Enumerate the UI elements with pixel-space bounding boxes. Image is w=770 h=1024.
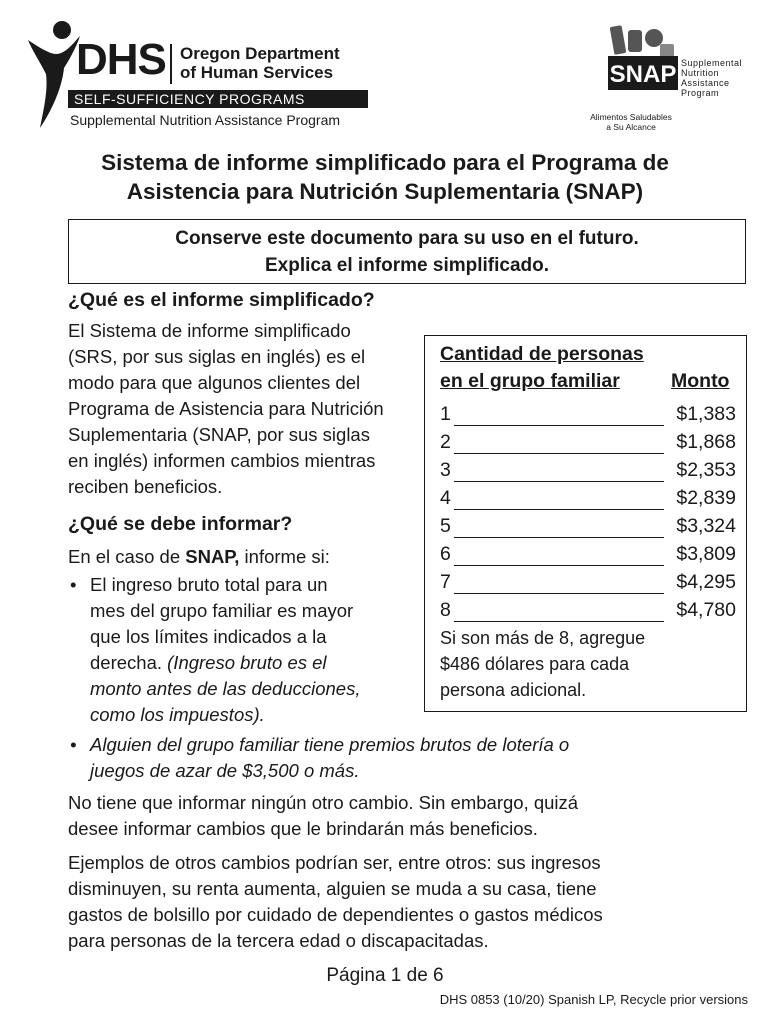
report-bullet-list-2 <box>68 732 708 784</box>
bullet-line: • Alguien del grupo familiar tiene premios brutos de lotería o <box>90 734 570 755</box>
limits-amount: $2,353 <box>676 459 736 481</box>
limits-persons: 1 <box>440 403 451 425</box>
limits-note-line: Si son más de 8, agregue <box>440 628 646 648</box>
limits-amount: $1,868 <box>676 431 736 453</box>
snap-tagline-line1: Alimentos Saludables <box>590 112 672 122</box>
section-what-paragraph <box>68 318 418 500</box>
limits-note <box>440 625 740 703</box>
limits-amount: $4,780 <box>676 599 736 621</box>
limits-header-persons-line2: en el grupo familiar <box>440 370 620 392</box>
section-heading-what: ¿Qué es el informe simplificado? <box>68 289 375 311</box>
dhs-logo-letters: DHS <box>76 35 166 84</box>
limits-persons: 3 <box>440 459 451 481</box>
dhs-program-name: Supplemental Nutrition Assistance Program <box>70 112 341 128</box>
paragraph-line: en inglés) informen cambios mientras <box>68 450 376 471</box>
limits-rule <box>454 481 664 482</box>
paragraph-line: No tiene que informar ningún otro cambio. Sin embargo, quizá <box>68 792 579 813</box>
notice-box <box>68 219 746 284</box>
limits-header-persons-line1: Cantidad de personas <box>440 343 644 365</box>
bullet-line-text: derecha. <box>90 652 168 673</box>
limits-row <box>440 487 740 514</box>
snap-side-line: Nutrition <box>681 68 720 78</box>
dhs-org-line1: Oregon Department <box>180 44 340 63</box>
bullet-italic-line: como los impuestos). <box>90 704 265 725</box>
snap-side-line: Program <box>681 88 720 98</box>
paragraph-line: Suplementaria (SNAP, por sus siglas <box>68 424 370 445</box>
snap-tagline-line2: a Su Alcance <box>606 122 656 132</box>
limits-rule <box>454 453 664 454</box>
limits-amount: $3,324 <box>676 515 736 537</box>
paragraph-line: Programa de Asistencia para Nutrición <box>68 398 384 419</box>
limits-rule <box>454 509 664 510</box>
paragraph-line: disminuyen, su renta aumenta, alguien se muda a su casa, tiene <box>68 878 597 899</box>
bullet-line <box>90 650 418 676</box>
limits-persons: 4 <box>440 487 451 509</box>
limits-row <box>440 403 740 430</box>
snap-side-text <box>681 58 742 98</box>
report-intro-prefix: En el caso de <box>68 546 186 567</box>
limits-rule <box>454 593 664 594</box>
limits-persons: 6 <box>440 543 451 565</box>
limits-amount: $3,809 <box>676 543 736 565</box>
document-title <box>0 148 770 206</box>
examples-paragraph <box>68 850 758 954</box>
limits-persons: 8 <box>440 599 451 621</box>
page-number: Página 1 de 6 <box>326 965 444 986</box>
limits-amount: $4,295 <box>676 571 736 593</box>
snap-tagline <box>588 112 674 132</box>
report-intro <box>68 544 330 570</box>
notice-line1: Conserve este documento para su uso en el futuro. <box>175 228 639 249</box>
section-heading-report: ¿Qué se debe informar? <box>68 513 293 535</box>
notice-line2: Explica el informe simplificado. <box>264 255 550 276</box>
limits-note-line: persona adicional. <box>440 680 587 700</box>
limits-persons: 2 <box>440 431 451 453</box>
limits-row <box>440 543 740 570</box>
limits-row <box>440 571 740 598</box>
limits-rule <box>454 565 664 566</box>
paragraph-line: modo para que algunos clientes del <box>68 372 361 393</box>
limits-persons: 5 <box>440 515 451 537</box>
snap-side-line: Assistance <box>681 78 730 88</box>
dhs-org-name <box>180 44 340 82</box>
snap-side-line: Supplemental <box>681 58 743 68</box>
paragraph-line: para personas de la tercera edad o discapacitadas. <box>68 930 489 951</box>
form-identifier: DHS 0853 (10/20) Spanish LP, Recycle prior versions <box>439 992 748 1007</box>
snap-logo-icon <box>590 24 680 114</box>
dhs-logo-divider <box>170 44 172 84</box>
limits-row <box>440 459 740 486</box>
limits-rule <box>454 425 664 426</box>
bullet-italic-line: monto antes de las deducciones, <box>90 678 361 699</box>
paragraph-line: desee informar cambios que le brindarán más beneficios. <box>68 818 538 839</box>
limits-persons: 7 <box>440 571 451 593</box>
limits-row <box>440 431 740 458</box>
limits-note-line: $486 dólares para cada <box>440 654 630 674</box>
bullet-line: mes del grupo familiar es mayor <box>90 600 354 621</box>
limits-header-amount: Monto <box>671 370 730 392</box>
limits-rule <box>454 537 664 538</box>
bullet-line: • El ingreso bruto total para un <box>90 574 328 595</box>
bullet-italic-text: (Ingreso bruto es el <box>167 652 327 673</box>
dhs-program-bar: SELF-SUFFICIENCY PROGRAMS <box>68 90 368 108</box>
title-line1: Sistema de informe simplificado para el Programa de <box>101 150 669 175</box>
bullet-line: que los límites indicados a la <box>90 626 327 647</box>
no-other-changes-paragraph <box>68 790 748 842</box>
title-line2: Asistencia para Nutrición Suplementaria (SNAP) <box>126 179 644 204</box>
report-bullet-income <box>68 572 418 728</box>
paragraph-line: (SRS, por sus siglas en inglés) es el <box>68 346 366 367</box>
paragraph-line: gastos de bolsillo por cuidado de dependientes o gastos médicos <box>68 904 603 925</box>
report-bullet-lottery <box>68 732 708 784</box>
bullet-line: juegos de azar de $3,500 o más. <box>90 760 360 781</box>
paragraph-line: El Sistema de informe simplificado <box>68 320 351 341</box>
limits-amount: $1,383 <box>676 403 736 425</box>
report-intro-bold: SNAP, <box>185 546 240 567</box>
limits-row <box>440 599 740 626</box>
paragraph-line: reciben beneficios. <box>68 476 223 497</box>
dhs-org-line2: of Human Services <box>180 63 334 82</box>
limits-row <box>440 515 740 542</box>
limits-amount: $2,839 <box>676 487 736 509</box>
report-bullet-list-1 <box>68 572 418 728</box>
snap-logo-word: SNAP <box>609 61 677 88</box>
paragraph-line: Ejemplos de otros cambios podrían ser, entre otros: sus ingresos <box>68 852 601 873</box>
report-intro-suffix: informe si: <box>239 546 330 567</box>
limits-rule <box>454 621 664 622</box>
